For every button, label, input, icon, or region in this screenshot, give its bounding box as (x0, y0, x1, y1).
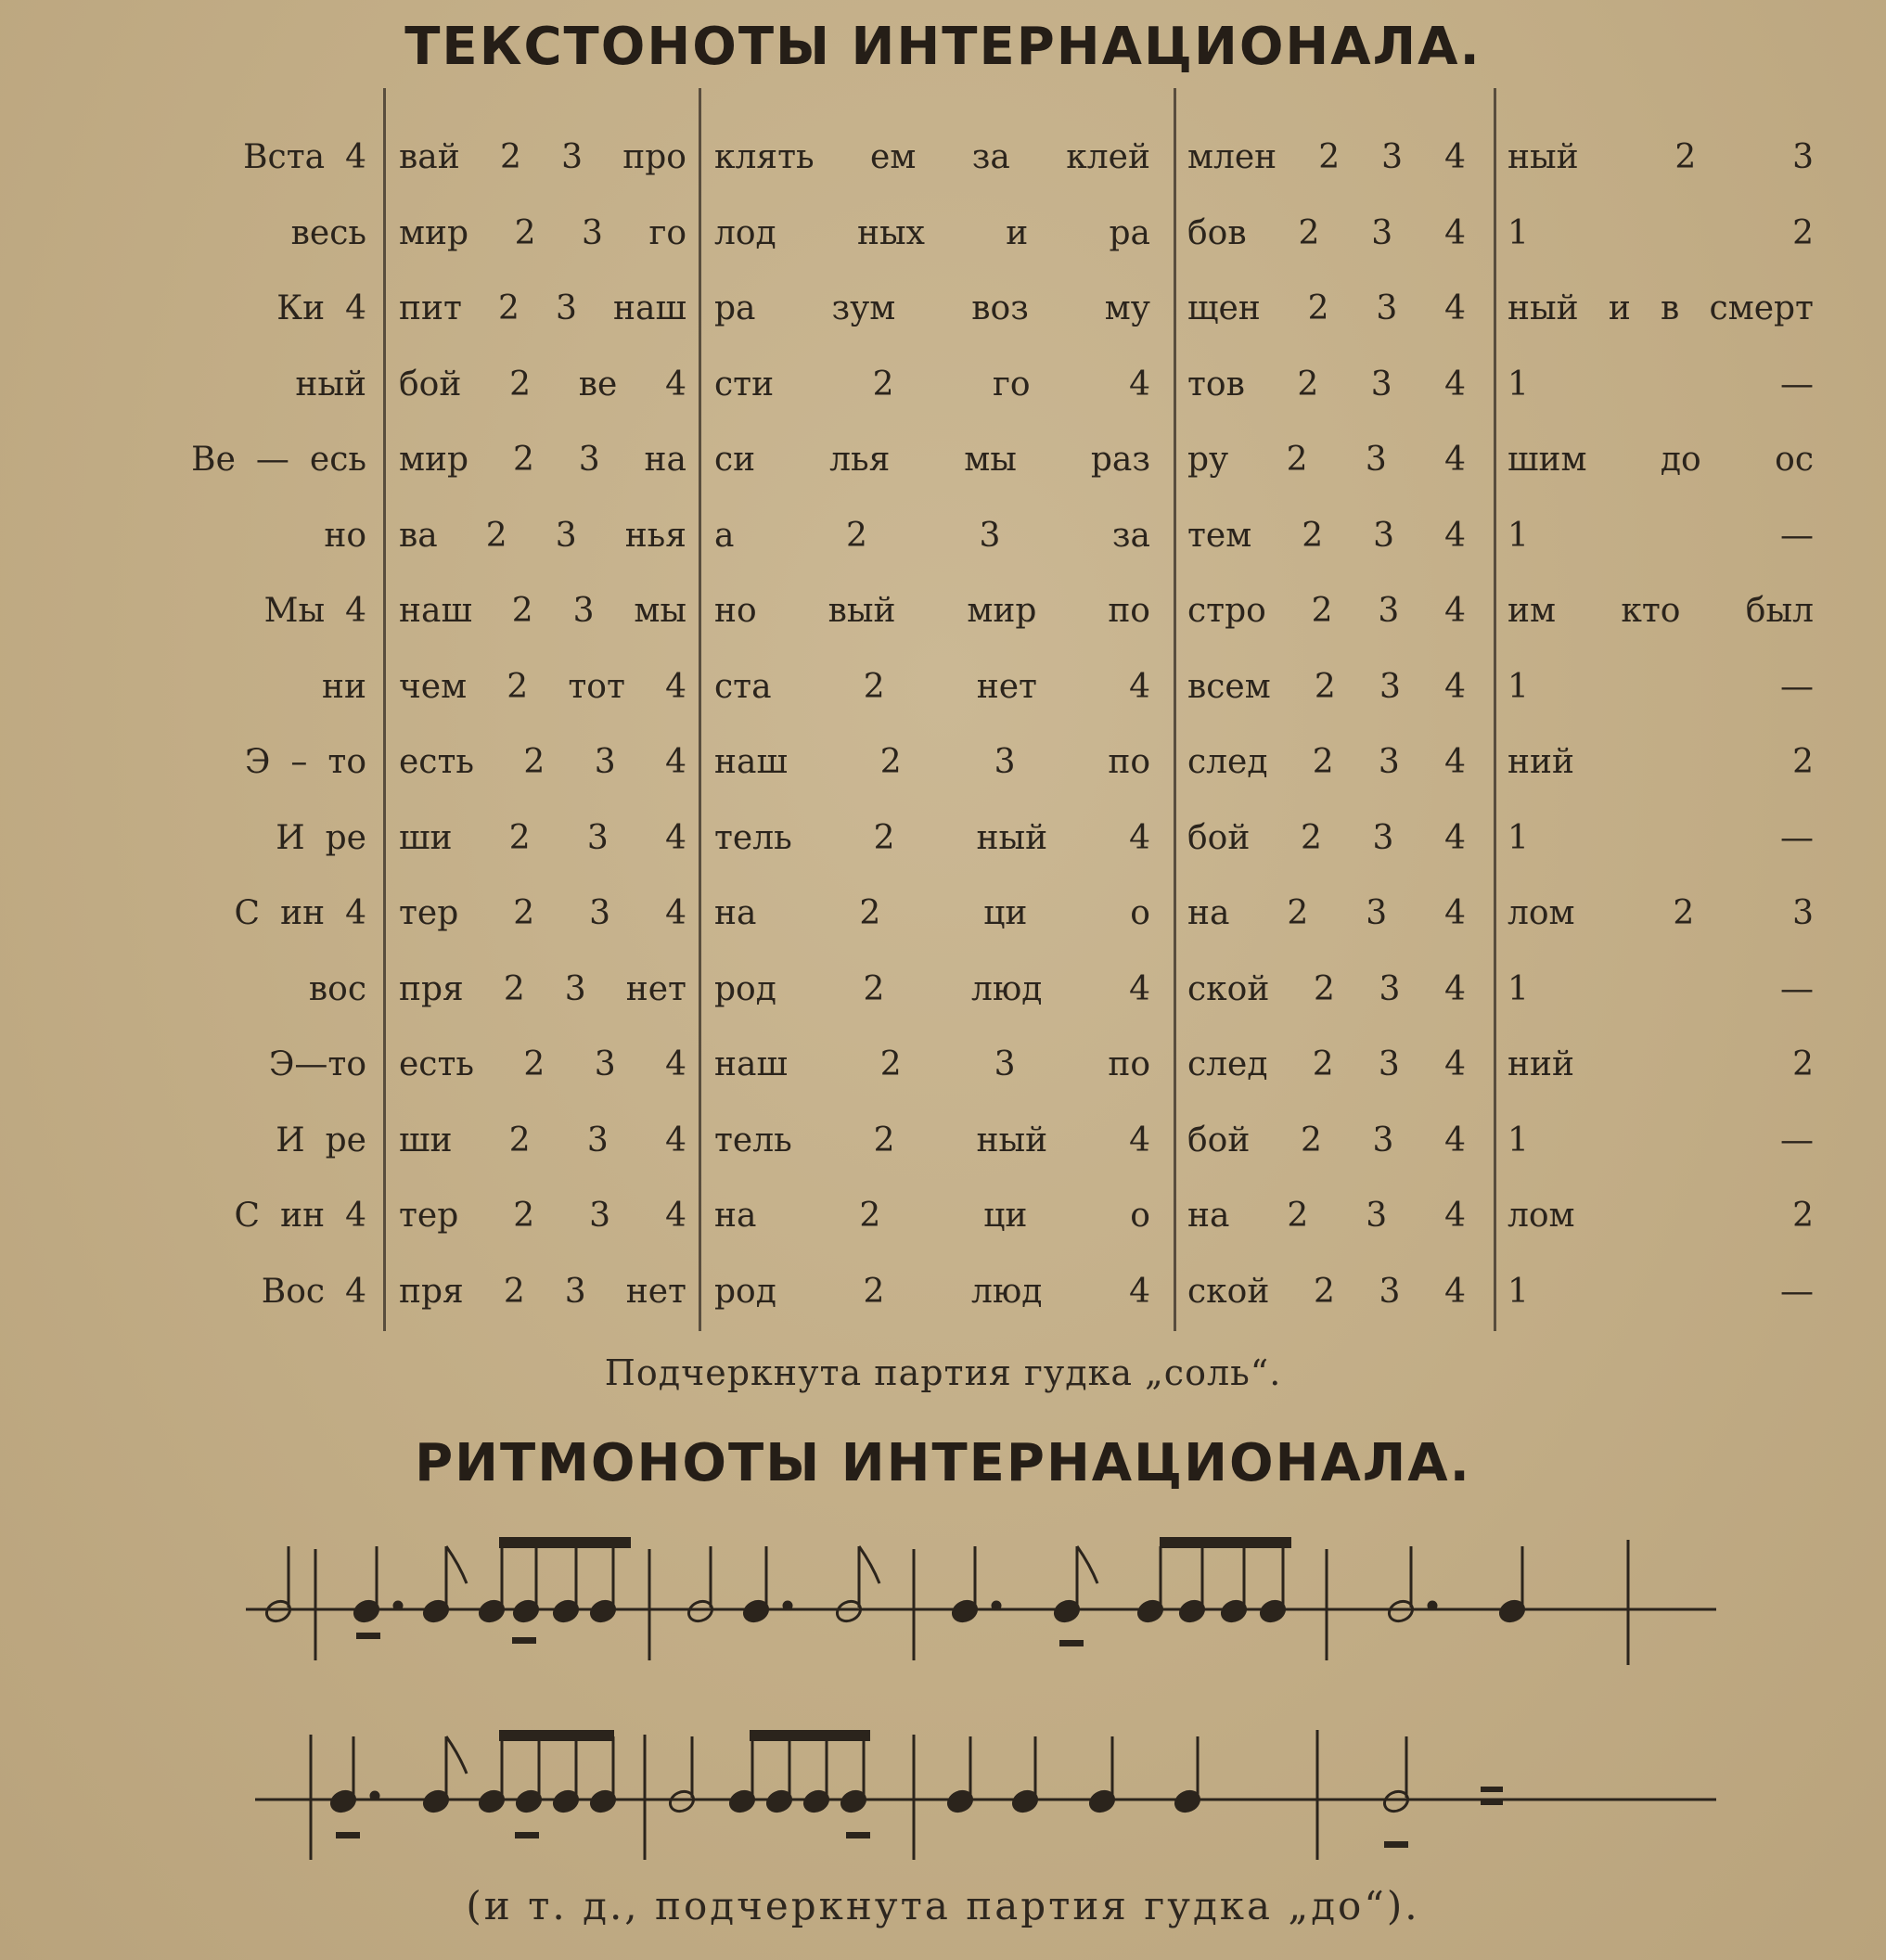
table-cell: ши 2 3 4 (399, 818, 686, 857)
rest (1481, 1787, 1503, 1792)
table-cell: на 2 3 4 (1187, 1197, 1466, 1235)
table-cell: ской 2 3 4 (1187, 1272, 1466, 1311)
note-dot (784, 1602, 791, 1609)
table-cell: след 2 3 4 (1187, 743, 1466, 781)
table-cell: Ки 4 (276, 289, 366, 327)
table-cell: тель 2 ный 4 (714, 1121, 1150, 1159)
underline-mark (356, 1633, 380, 1639)
table-cell: весь (290, 213, 366, 252)
underline-mark (1059, 1640, 1084, 1646)
note-flag (446, 1546, 467, 1583)
table-cell: И ре (276, 1121, 366, 1159)
table-cell: 1 — (1508, 365, 1814, 404)
table-cell: лод ных и ра (714, 213, 1150, 252)
table-cell: 1 — (1508, 1121, 1814, 1159)
table-cell: ни (322, 667, 366, 706)
table-cell: бов 2 3 4 (1187, 213, 1466, 252)
beam (750, 1730, 870, 1741)
table-cell: бой 2 ве 4 (399, 365, 686, 404)
table-cell: им кто был (1508, 592, 1814, 630)
table-cell: наш 2 3 по (714, 743, 1150, 781)
table-cell: лом 2 3 (1508, 894, 1814, 932)
rhythm-notes-title: РИТМОНОТЫ ИНТЕРНАЦИОНАЛА. (415, 1433, 1471, 1493)
table-cell: мир 2 3 го (399, 213, 686, 252)
table-cell: пит 2 3 наш (399, 289, 686, 327)
note-flag (1077, 1546, 1097, 1583)
table-cell: а 2 3 за (714, 516, 1150, 555)
do-caption: (и т. д., подчеркнута партия гудка „до“). (466, 1883, 1420, 1928)
table-cell: пря 2 3 нет (399, 969, 686, 1008)
table-cell: род 2 люд 4 (714, 969, 1150, 1008)
table-cell: ру 2 3 4 (1187, 441, 1466, 479)
table-cell: 1 — (1508, 818, 1814, 857)
table-cell: 1 — (1508, 969, 1814, 1008)
table-cell: тов 2 3 4 (1187, 365, 1466, 404)
underline-mark (846, 1832, 870, 1838)
table-cell: Мы 4 (263, 592, 366, 630)
table-cell: всем 2 3 4 (1187, 667, 1466, 706)
table-cell: вос (308, 969, 366, 1008)
note-flag (859, 1546, 879, 1583)
beam (499, 1537, 631, 1548)
table-cell: есть 2 3 4 (399, 743, 686, 781)
table-cell: на 2 ци о (714, 1197, 1150, 1235)
table-cell: ный 2 3 (1508, 138, 1814, 176)
beam (499, 1730, 614, 1741)
table-cell: наш 2 3 по (714, 1045, 1150, 1083)
table-cell: Э – то (244, 743, 366, 781)
table-cell: но вый мир по (714, 592, 1150, 630)
table-cell: ской 2 3 4 (1187, 969, 1466, 1008)
table-cell: Ве — есь (191, 441, 366, 479)
table-cell: клять ем за клей (714, 138, 1150, 176)
table-cell: пря 2 3 нет (399, 1272, 686, 1311)
underline-mark (512, 1637, 536, 1644)
table-cell: шим до ос (1508, 441, 1814, 479)
note-dot (394, 1602, 402, 1609)
table-cell: мир 2 3 на (399, 441, 686, 479)
table-cell: лом 2 (1508, 1197, 1814, 1235)
table-cell: ный и в смерт (1508, 289, 1814, 327)
table-cell: след 2 3 4 (1187, 1045, 1466, 1083)
table-cell: вай 2 3 про (399, 138, 686, 176)
table-cell: С ин 4 (234, 1197, 366, 1235)
table-cell: ный (295, 365, 366, 404)
table-cell: Вста 4 (243, 138, 366, 176)
table-cell: ши 2 3 4 (399, 1121, 686, 1159)
table-cell: бой 2 3 4 (1187, 818, 1466, 857)
table-cell: есть 2 3 4 (399, 1045, 686, 1083)
note-flag (446, 1736, 467, 1774)
table-cell: чем 2 тот 4 (399, 667, 686, 706)
table-cell: Вос 4 (261, 1272, 366, 1311)
table-cell: 1 — (1508, 667, 1814, 706)
table-cell: ста 2 нет 4 (714, 667, 1150, 706)
note-dot (993, 1602, 1000, 1609)
table-cell: тер 2 3 4 (399, 894, 686, 932)
table-cell: И ре (276, 818, 366, 857)
beam (1160, 1537, 1291, 1548)
table-cell: ра зум воз му (714, 289, 1150, 327)
table-cell: 1 — (1508, 1272, 1814, 1311)
table-cell: Э—то (268, 1045, 366, 1083)
note-dot (371, 1792, 378, 1800)
underline-mark (515, 1832, 539, 1838)
table-cell: ний 2 (1508, 1045, 1814, 1083)
table-cell: стро 2 3 4 (1187, 592, 1466, 630)
table-cell: ний 2 (1508, 743, 1814, 781)
table-cell: бой 2 3 4 (1187, 1121, 1466, 1159)
table-cell: на 2 3 4 (1187, 894, 1466, 932)
table-cell: млен 2 3 4 (1187, 138, 1466, 176)
rest (1481, 1800, 1503, 1805)
table-cell: но (324, 516, 366, 555)
table-cell: сти 2 го 4 (714, 365, 1150, 404)
note-dot (1429, 1602, 1436, 1609)
table-cell: тер 2 3 4 (399, 1197, 686, 1235)
sol-caption: Подчеркнута партия гудка „соль“. (604, 1352, 1282, 1393)
table-cell: С ин 4 (234, 894, 366, 932)
table-cell: 1 2 (1508, 213, 1814, 252)
table-cell: тем 2 3 4 (1187, 516, 1466, 555)
table-cell: ва 2 3 нья (399, 516, 686, 555)
table-cell: тель 2 ный 4 (714, 818, 1150, 857)
table-cell: 1 — (1508, 516, 1814, 555)
underline-mark (1384, 1841, 1408, 1848)
table-cell: на 2 ци о (714, 894, 1150, 932)
table-cell: си лья мы раз (714, 441, 1150, 479)
underline-mark (336, 1832, 360, 1838)
table-cell: род 2 люд 4 (714, 1272, 1150, 1311)
text-notes-title: ТЕКСТОНОТЫ ИНТЕРНАЦИОНАЛА. (404, 17, 1482, 77)
table-cell: наш 2 3 мы (399, 592, 686, 630)
table-cell: щен 2 3 4 (1187, 289, 1466, 327)
